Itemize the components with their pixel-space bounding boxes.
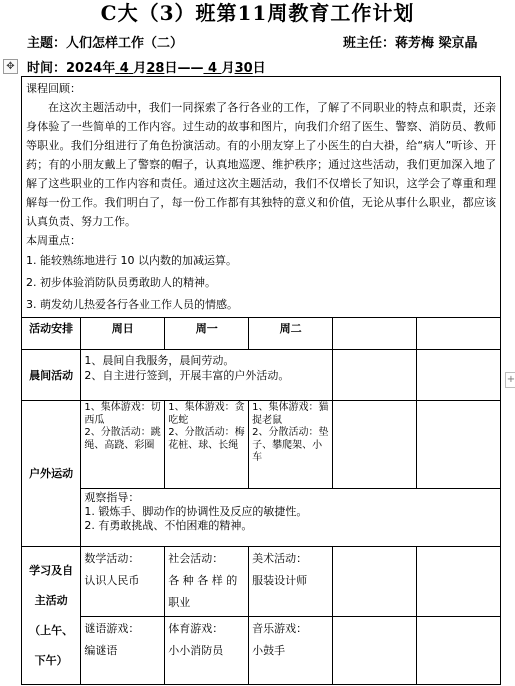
morning-line: 1、晨间自我服务，晨间劳动。 <box>84 354 235 367</box>
end-month <box>203 61 221 76</box>
year-suffix: 年 <box>102 61 116 76</box>
row-label-outdoor: 户外运动 <box>22 401 81 547</box>
learning-label-line: 主活动 <box>34 593 68 607</box>
focus-item: 2. 初步体验消防队员勇敢助人的精神。 <box>26 276 216 289</box>
start-month-value: 4 <box>119 61 129 76</box>
learning-label-line: （上午、 <box>29 623 74 637</box>
empty-cell <box>416 401 500 489</box>
theme-line <box>27 32 183 51</box>
date-dash: —— <box>177 61 204 76</box>
focus-item: 1. 能较熟练地进行 10 以内数的加减运算。 <box>26 254 237 267</box>
focus-item: 3. 萌发幼儿热爱各行各业工作人员的情感。 <box>26 298 238 311</box>
add-column-plus-icon[interactable]: + <box>505 372 515 388</box>
end-day: 30 <box>234 61 253 76</box>
learning-label-line: 下午） <box>34 653 68 667</box>
table-move-handle-icon[interactable]: ✥ <box>3 59 18 74</box>
empty-cell <box>333 617 417 685</box>
observation-item: 1. 锻炼手、脚动作的协调性及反应的敏捷性。 <box>84 505 308 518</box>
focus-heading: 本周重点： <box>26 234 81 247</box>
row-label-morning: 晨间活动 <box>22 350 81 401</box>
outdoor-tuesday: 1、集体游戏：猫捉老鼠 2、分散活动：垫子、攀爬架、小车 <box>249 401 333 489</box>
review-paragraph: 在这次主题活动中，我们一同探索了各行各业的工作，了解了不同职业的特点和职责，还亲身体验了一些简单的工作内容。过生动的故事和图片，向我们介绍了医生、警察、消防员、教师等职业。我们分组进行了角色扮演活动。有的小朋友穿上了小医生的白大褂，给“病人”听诊、开药；有的小朋友戴上了警察的帽子，认真地巡逻、维护秩序；通过这些活动，我们更加深入地了解了这些职业的工作内容和责任。通过这次主题活动，我们不仅增长了知识，这学会了尊重和理解每一份工作。我们明白了，每一份工作都有其独特的意义和价值，无论从事什么职业，都应该认真负责、努力工作。 <box>26 101 496 228</box>
observation-item: 2. 有勇敢挑战、不怕困难的精神。 <box>84 519 253 532</box>
learning-cell: 谜语游戏： 编谜语 <box>81 617 165 685</box>
empty-cell <box>333 401 417 489</box>
observation-heading: 观察指导： <box>84 491 140 504</box>
empty-cell <box>416 350 500 401</box>
month-suffix-1: 月 <box>133 61 147 76</box>
teacher-line <box>343 32 478 51</box>
learning-cell: 社会活动： 各 种 各 样 的 职业 <box>165 547 249 617</box>
morning-activities <box>81 350 333 401</box>
year: 2024 <box>66 61 103 76</box>
col-header-monday: 周一 <box>165 318 249 350</box>
learning-cell: 音乐游戏： 小鼓手 <box>249 617 333 685</box>
start-day: 28 <box>146 61 165 76</box>
outdoor-monday: 1、集体游戏：贪吃蛇 2、分散活动：梅花桩、球、长绳 <box>165 401 249 489</box>
learning-cell: 数学活动： 认识人民币 <box>81 547 165 617</box>
time-label: 时间： <box>27 61 67 76</box>
learning-cell: 体育游戏： 小小消防员 <box>165 617 249 685</box>
col-header-empty <box>416 318 500 350</box>
start-month <box>115 61 133 76</box>
empty-cell <box>416 617 500 685</box>
teacher-label: 班主任： <box>343 36 396 51</box>
date-line <box>27 57 266 76</box>
outdoor-sunday: 1、集体游戏：切西瓜 2、分散活动：跳绳、高跷、彩圈 <box>81 401 165 489</box>
end-month-value: 4 <box>207 61 218 76</box>
learning-cell: 美术活动： 服装设计师 <box>249 547 333 617</box>
plan-table <box>21 76 501 685</box>
day-suffix-2: 日 <box>252 61 266 76</box>
empty-cell <box>416 547 500 617</box>
outdoor-observation <box>81 489 501 547</box>
course-review-cell <box>22 77 501 318</box>
empty-cell <box>333 547 417 617</box>
col-header-empty <box>333 318 417 350</box>
morning-line: 2、自主进行签到，开展丰富的户外活动。 <box>84 369 290 382</box>
learning-label-line: 学习及自 <box>29 563 74 577</box>
col-header-sunday: 周日 <box>81 318 165 350</box>
empty-cell <box>333 350 417 401</box>
month-suffix-2: 月 <box>221 61 235 76</box>
day-suffix-1: 日 <box>164 61 178 76</box>
col-header-tuesday: 周二 <box>249 318 333 350</box>
page-title: C大（3）班第11周教育工作计划 <box>100 1 415 25</box>
teacher-value: 蒋芳梅 梁京晶 <box>395 36 478 51</box>
theme-label: 主题： <box>27 36 67 51</box>
row-label-learning <box>22 547 81 685</box>
col-header-activity: 活动安排 <box>22 318 81 350</box>
review-heading: 课程回顾： <box>26 82 81 95</box>
theme-value: 人们怎样工作（二） <box>66 36 184 51</box>
